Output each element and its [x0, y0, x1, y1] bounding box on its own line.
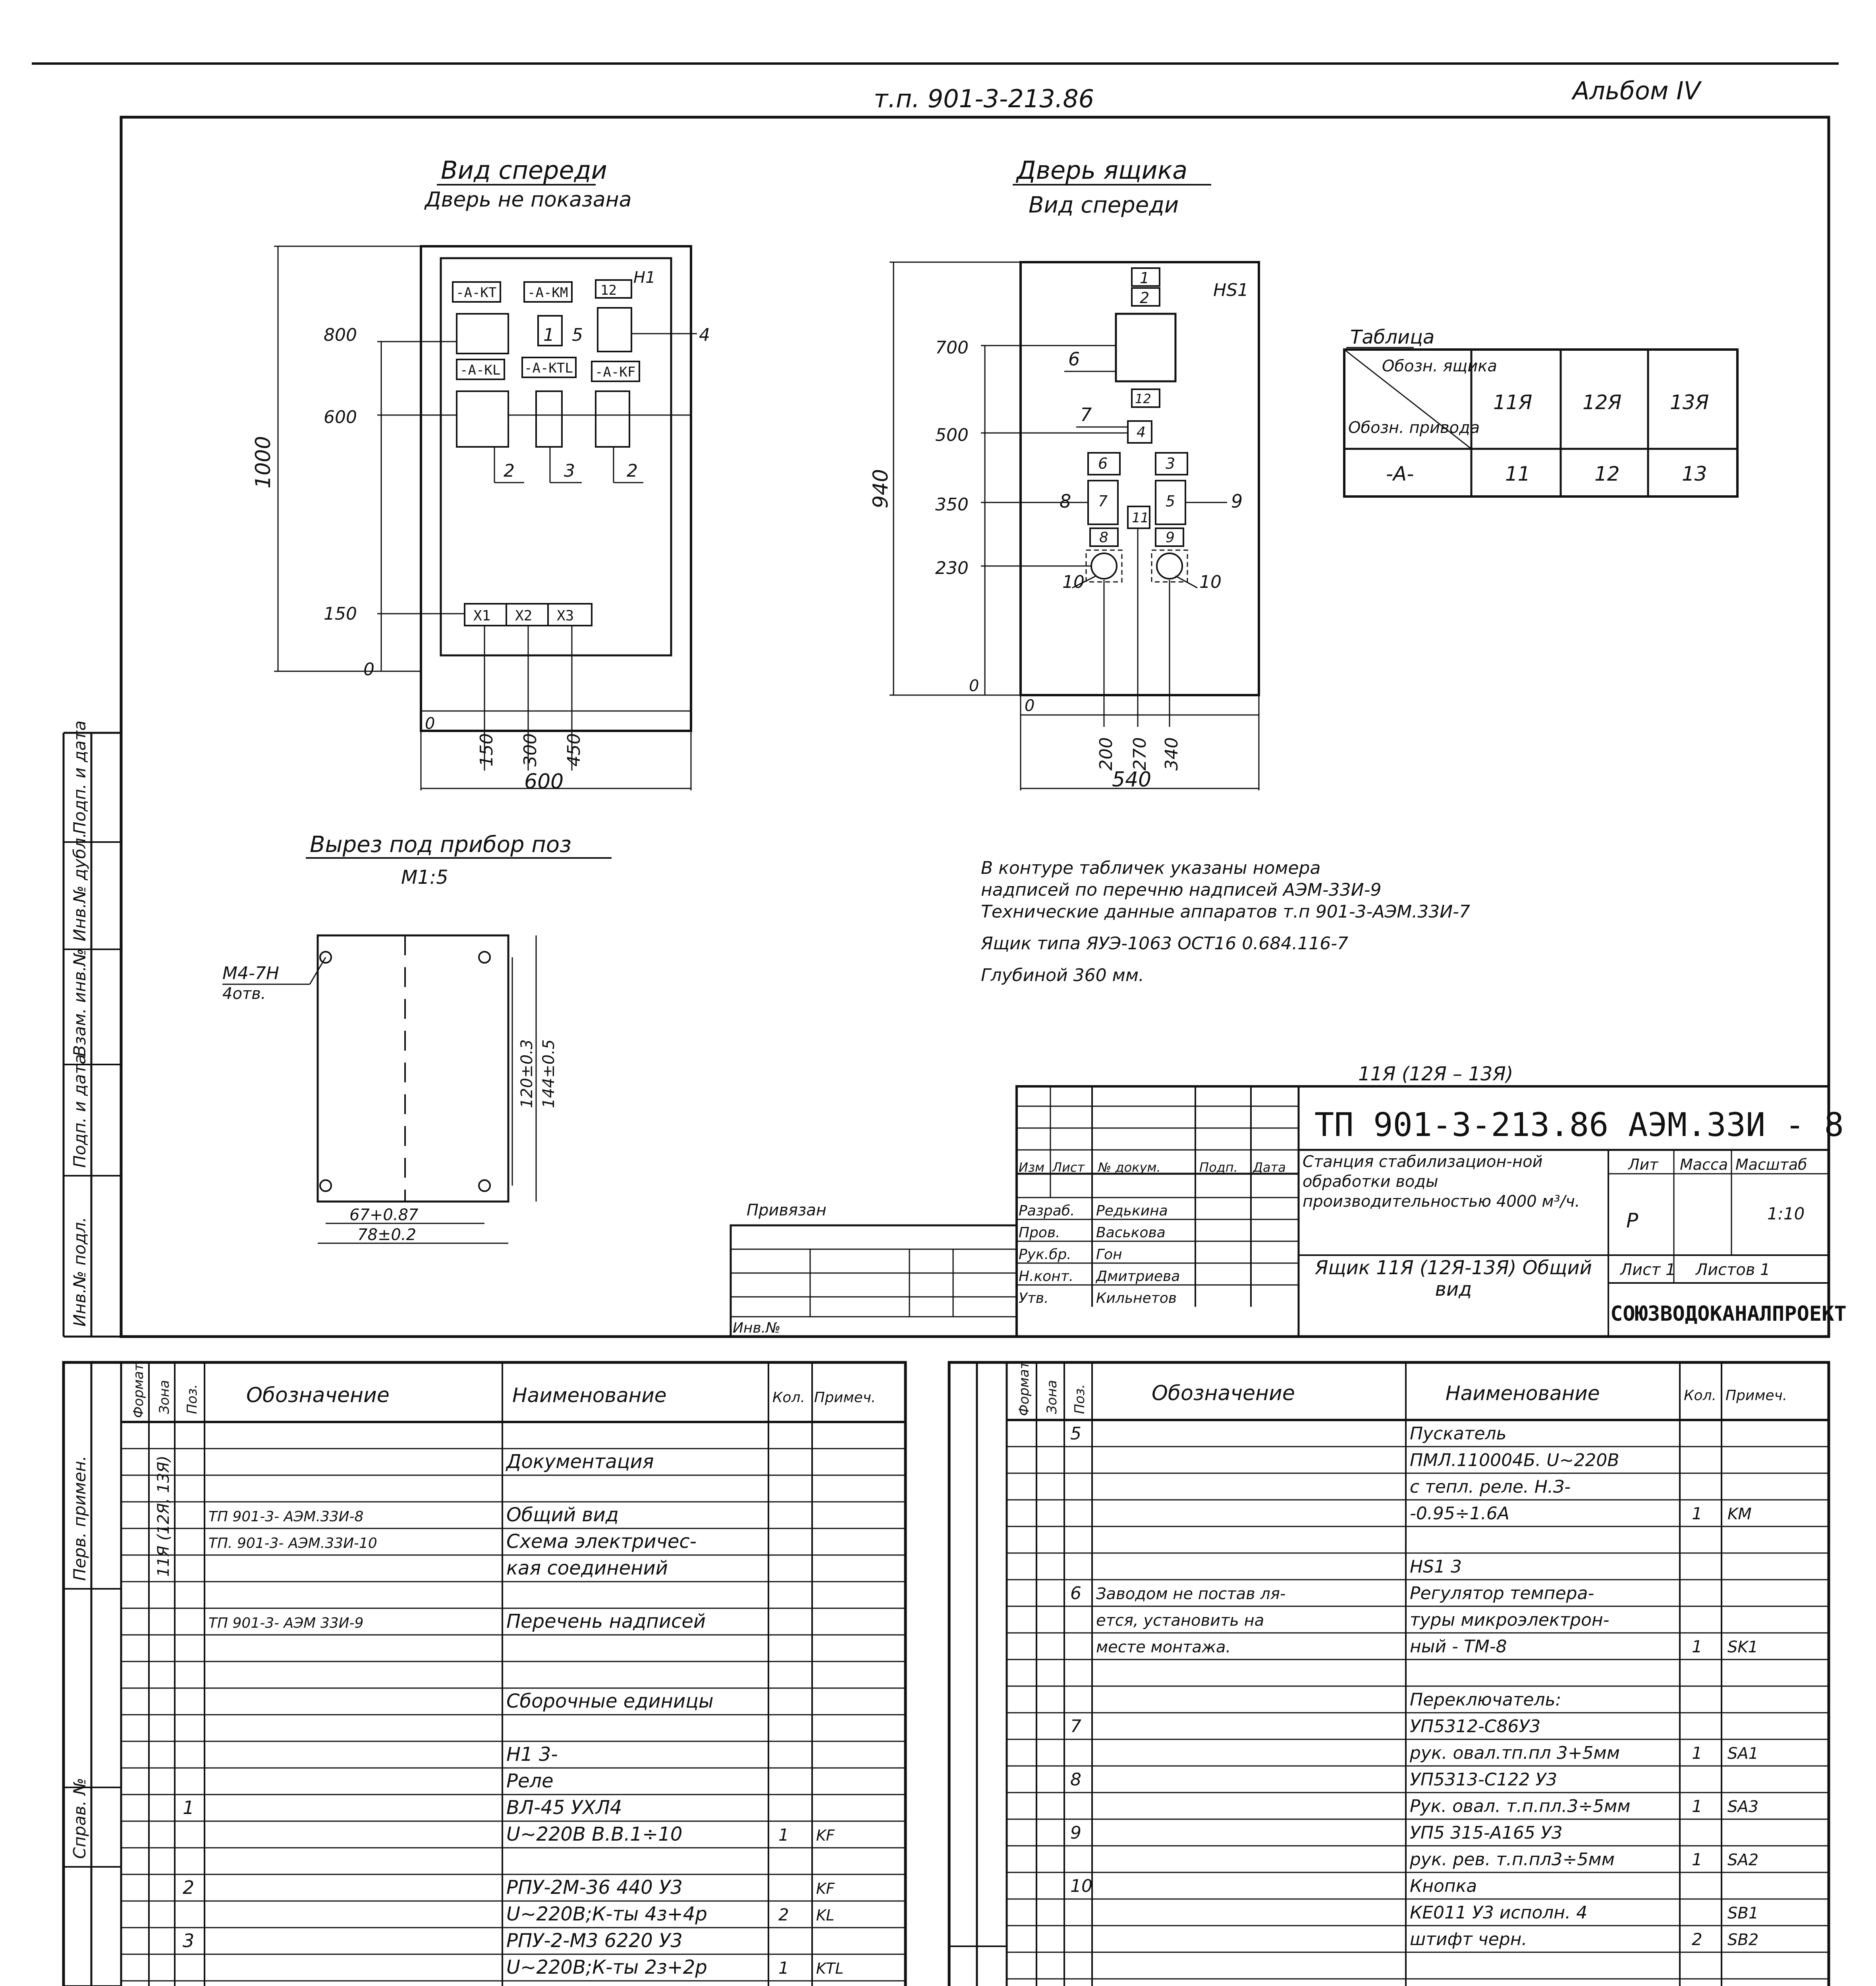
svg-text:Р: Р [1626, 1209, 1639, 1232]
svg-text:13: 13 [1682, 462, 1707, 485]
svg-text:Наименование: Наименование [512, 1384, 667, 1407]
svg-text:Обозначение: Обозначение [1152, 1381, 1295, 1405]
spec-cell: Схема электричес- [506, 1530, 697, 1553]
svg-text:150: 150 [477, 733, 497, 767]
svg-text:200: 200 [1096, 737, 1116, 771]
spec-cell: ется, установить на [1096, 1611, 1264, 1630]
spec-cell: SA2 [1727, 1851, 1759, 1869]
svg-text:Лист 1: Лист 1 [1620, 1261, 1676, 1279]
svg-text:-A-KM: -A-KM [527, 285, 568, 301]
spec-cell: KM [1727, 1505, 1752, 1523]
svg-text:13Я: 13Я [1670, 391, 1709, 414]
svg-text:Примеч.: Примеч. [1725, 1387, 1787, 1404]
svg-text:Таблица: Таблица [1350, 326, 1435, 348]
svg-text:В контуре табличек указаны ном: В контуре табличек указаны номера [981, 858, 1321, 878]
spec-cell: кая соединений [506, 1557, 668, 1579]
svg-text:2: 2 [1140, 289, 1150, 307]
svg-text:5: 5 [572, 325, 583, 345]
svg-text:144±0.5: 144±0.5 [540, 1039, 558, 1108]
svg-text:Гон: Гон [1096, 1246, 1122, 1263]
svg-text:4: 4 [699, 325, 710, 345]
svg-text:67+0.87: 67+0.87 [349, 1206, 419, 1224]
table-row [1410, 1450, 1619, 1470]
spec-cell: УП5312-С86У3 [1410, 1716, 1541, 1737]
spec-cell: U~220В;К-ты 4з+4р [506, 1903, 707, 1925]
svg-text:HS1: HS1 [1213, 280, 1249, 300]
svg-text:5: 5 [1166, 493, 1175, 510]
spec-cell: U~220В;К-ты 2з+2р [506, 1956, 707, 1978]
svg-text:10: 10 [1199, 572, 1222, 592]
table-row [506, 1770, 554, 1792]
svg-text:12Я: 12Я [1583, 391, 1622, 414]
svg-text:7: 7 [1080, 404, 1092, 425]
album-label: Альбом IV [1573, 76, 1700, 105]
svg-text:150: 150 [324, 604, 357, 624]
svg-text:Подп. и дата: Подп. и дата [70, 1054, 89, 1168]
svg-text:Ящик типа ЯУЭ-1063 ОСТ16 0.6: Ящик типа ЯУЭ-1063 ОСТ16 0.684.116-7 [981, 933, 1349, 954]
spec-cell: ТП 901-3- АЭМ 33И-9 [208, 1615, 364, 1631]
svg-text:0: 0 [425, 715, 435, 733]
title-block-top: 11Я (12Я – 13Я) ТП 901-3-213.86 АЭМ.33И - 8 Изм Лист № докум. Подп. Дата Разраб. Пров. Рук.бр. Н.конт. Утв. Редькина Васькова Гон Дмитриева Кильнетов Станция стабилизацион-ной обработки воды производительностью 4000 м³/ч. Лит Масса Масштаб Р 1:10 Лист 1 Листов 1 СОЮЗВОДОКАНАЛПРОЕКТ Ящик 11Я (12Я-13Я) Общий вид Привязан Инв.№ [731, 1063, 1847, 1337]
spec-cell: HS1 3 [1410, 1557, 1462, 1577]
spec-cell: Реле [506, 1770, 554, 1792]
svg-text:Обозн. ящика: Обозн. ящика [1382, 357, 1497, 375]
svg-text:Лист: Лист [1052, 1160, 1085, 1175]
svg-text:450: 450 [564, 733, 584, 767]
spec-cell: SB2 [1727, 1931, 1759, 1949]
svg-text:Инв.№ дубл.: Инв.№ дубл. [70, 832, 89, 941]
spec-cell: 5 [1070, 1424, 1081, 1444]
svg-text:Вид спереди: Вид спереди [1029, 192, 1179, 218]
spec-cell: Рук. овал. т.п.пл.3÷5мм [1410, 1796, 1631, 1816]
spec-cell: 2 [778, 1905, 789, 1924]
spec-cell: KL [816, 1907, 835, 1924]
svg-text:Примеч.: Примеч. [814, 1389, 876, 1406]
svg-text:Дверь ящика: Дверь ящика [1017, 156, 1188, 185]
spec-cell: 1 [778, 1825, 789, 1845]
svg-text:11: 11 [1132, 510, 1149, 526]
svg-text:10: 10 [1062, 572, 1085, 592]
spec-cell: 1 [1692, 1850, 1702, 1869]
svg-text:3: 3 [564, 461, 575, 481]
spec-cell: U~220В В.В.1÷10 [506, 1823, 683, 1845]
svg-text:надписей по перечню надписей А: надписей по перечню надписей АЭМ-33И-9 [981, 880, 1382, 900]
spec-cell: ТП. 901-3- АЭМ.33И-10 [208, 1535, 377, 1551]
svg-text:Лит: Лит [1628, 1156, 1658, 1173]
spec-cell: УП5 315-А165 У3 [1410, 1823, 1563, 1843]
spec-cell: SK1 [1727, 1638, 1758, 1656]
svg-text:X2: X2 [515, 608, 533, 624]
svg-text:Инв.№ подл.: Инв.№ подл. [70, 1217, 89, 1327]
svg-text:-A-: -A- [1386, 462, 1414, 485]
svg-text:0: 0 [1025, 697, 1035, 715]
svg-text:Дата: Дата [1253, 1160, 1286, 1175]
spec-cell: рук. овал.тп.пл 3+5мм [1410, 1743, 1620, 1763]
spec-cell: 1 [1692, 1504, 1702, 1523]
svg-text:X1: X1 [473, 608, 491, 624]
svg-text:8: 8 [1099, 529, 1108, 546]
svg-text:6: 6 [1098, 455, 1108, 472]
spec-cell: 6 [1070, 1583, 1081, 1603]
svg-text:8: 8 [1060, 491, 1071, 512]
svg-text:500: 500 [935, 425, 969, 445]
spec-cell: KF [816, 1827, 835, 1844]
spec-cell: 1 [1692, 1637, 1702, 1656]
spec-cell: месте монтажа. [1096, 1638, 1231, 1656]
svg-text:Привязан: Привязан [747, 1201, 827, 1219]
svg-text:4: 4 [1137, 424, 1146, 440]
spec-cell: рук. рев. т.п.пл3÷5мм [1410, 1849, 1615, 1870]
svg-text:Васькова: Васькова [1096, 1225, 1166, 1241]
svg-text:Дверь не показана: Дверь не показана [425, 188, 632, 212]
spec-cell: Регулятор темпера- [1410, 1583, 1594, 1603]
svg-text:1000: 1000 [251, 436, 275, 489]
spec-cell: 10 [1070, 1876, 1092, 1896]
svg-text:Формат: Формат [131, 1363, 147, 1418]
svg-text:2: 2 [627, 461, 638, 481]
svg-text:Разраб.: Разраб. [1019, 1203, 1075, 1219]
spec-cell: 3 [183, 1930, 195, 1951]
svg-text:Глубиной 360 мм.: Глубиной 360 мм. [981, 965, 1145, 985]
svg-text:230: 230 [935, 558, 969, 578]
svg-text:11: 11 [1505, 462, 1531, 485]
svg-text:Кол.: Кол. [1684, 1387, 1717, 1404]
svg-text:9: 9 [1166, 529, 1175, 546]
svg-text:Рук.бр.: Рук.бр. [1019, 1246, 1071, 1263]
svg-text:Обозн. привода: Обозн. привода [1348, 419, 1480, 437]
spec-cell: 8 [1070, 1770, 1081, 1790]
svg-text:М1:5: М1:5 [401, 866, 448, 889]
svg-text:700: 700 [935, 338, 969, 358]
spec-cell: ПМЛ.110004Б. U~220В [1410, 1450, 1619, 1470]
svg-text:78±0.2: 78±0.2 [357, 1226, 417, 1244]
spec-cell: УП5313-С122 У3 [1410, 1770, 1558, 1790]
spec-cell: Перечень надписей [506, 1610, 706, 1632]
svg-text:12: 12 [1135, 391, 1151, 406]
svg-text:Зона: Зона [156, 1380, 172, 1414]
spec-cell: Общий вид [506, 1504, 619, 1526]
svg-text:Формат: Формат [1016, 1361, 1032, 1416]
spec-cell: 2 [183, 1877, 195, 1898]
svg-text:Зона: Зона [1044, 1380, 1060, 1414]
spec-cell: -0.95÷1.6А [1410, 1503, 1509, 1524]
svg-text:Н.конт.: Н.конт. [1019, 1268, 1074, 1285]
svg-text:Листов 1: Листов 1 [1696, 1261, 1770, 1279]
svg-text:12: 12 [600, 282, 617, 298]
svg-text:0: 0 [969, 677, 979, 695]
svg-text:-A-KL: -A-KL [460, 362, 501, 378]
svg-text:-A-KTL: -A-KTL [524, 360, 573, 376]
svg-text:Изм: Изм [1019, 1160, 1045, 1175]
svg-text:340: 340 [1162, 737, 1182, 771]
svg-text:X3: X3 [557, 608, 574, 624]
spec-cell: 1 [1692, 1797, 1702, 1816]
svg-text:Утв.: Утв. [1019, 1290, 1049, 1306]
svg-text:M4-7H: M4-7H [222, 963, 279, 983]
spec-cell: РПУ-2М-36 440 У3 [506, 1876, 683, 1899]
table-row [506, 1557, 668, 1579]
svg-text:600: 600 [324, 407, 357, 427]
svg-text:ТП 901-3-213.86 АЭМ.33И - 8: ТП 901-3-213.86 АЭМ.33И - 8 [1314, 1106, 1844, 1144]
svg-text:120±0.3: 120±0.3 [518, 1039, 536, 1108]
spec-cell: Заводом не постав ля- [1096, 1585, 1286, 1603]
spec-cell: РПУ-2-М3 6220 У3 [506, 1930, 683, 1952]
spec-cell: 9 [1070, 1823, 1081, 1843]
table-row [506, 1903, 834, 1925]
svg-text:350: 350 [935, 495, 969, 515]
svg-text:0: 0 [363, 659, 374, 680]
spec-cell: 1 [183, 1797, 195, 1818]
svg-text:Пров.: Пров. [1019, 1225, 1060, 1241]
svg-text:-A-KT: -A-KT [456, 285, 497, 301]
table-row [506, 1743, 558, 1766]
table-row [1410, 1557, 1462, 1577]
spec-cell: SA1 [1727, 1745, 1759, 1763]
spec-cell: КЕ011 У3 исполн. 4 [1410, 1903, 1588, 1923]
svg-text:600: 600 [524, 770, 564, 794]
spec-cell: KTL [816, 1960, 844, 1977]
svg-text:Справ. №: Справ. № [70, 1777, 89, 1859]
svg-text:-A-KF: -A-KF [595, 364, 636, 380]
svg-text:Вид спереди: Вид спереди [441, 156, 607, 185]
svg-text:6: 6 [1068, 348, 1080, 370]
svg-text:1:10: 1:10 [1767, 1204, 1805, 1223]
svg-text:4отв.: 4отв. [222, 985, 266, 1003]
svg-text:540: 540 [1112, 768, 1152, 792]
spec-cell: Документация [506, 1451, 654, 1473]
svg-text:Масштаб: Масштаб [1735, 1156, 1807, 1173]
svg-text:Вырез под прибор поз: Вырез под прибор поз [310, 832, 571, 858]
spec-cell: 2 [1692, 1930, 1702, 1949]
svg-text:Инв.№: Инв.№ [733, 1320, 781, 1336]
svg-text:800: 800 [324, 325, 357, 345]
spec-cell: Пускатель [1410, 1424, 1507, 1444]
svg-text:12: 12 [1594, 462, 1620, 485]
svg-text:СОЮЗВОДОКАНАЛПРОЕКТ: СОЮЗВОДОКАНАЛПРОЕКТ [1610, 1302, 1847, 1326]
svg-text:300: 300 [520, 733, 540, 767]
table-row [506, 1451, 654, 1473]
svg-text:2: 2 [504, 461, 515, 481]
svg-text:11Я: 11Я [1493, 391, 1532, 414]
svg-text:Обозначение: Обозначение [246, 1383, 390, 1407]
svg-text:11Я (12Я, 13Я): 11Я (12Я, 13Я) [154, 1455, 173, 1577]
spec-cell: 1 [778, 1958, 789, 1978]
svg-text:Кол.: Кол. [772, 1389, 805, 1406]
spec-cell: штифт черн. [1410, 1929, 1527, 1949]
table-row [506, 1823, 835, 1845]
svg-text:7: 7 [1098, 493, 1108, 510]
svg-text:Подп. и дата: Подп. и дата [70, 720, 89, 834]
spec-cell: 1 [1692, 1743, 1702, 1763]
spec-cell: ВЛ-45 УХЛ4 [506, 1797, 622, 1819]
svg-text:Кильнетов: Кильнетов [1096, 1290, 1177, 1306]
doc-number: т.п. 901-3-213.86 [874, 84, 1094, 113]
svg-text:H1: H1 [633, 269, 656, 287]
svg-text:1: 1 [1140, 269, 1150, 287]
svg-text:Подп.: Подп. [1199, 1160, 1238, 1175]
svg-text:Технические данные аппаратов т: Технические данные аппаратов т.п 901-3-АЭМ.33И-7 [981, 902, 1471, 922]
spec-cell: Кнопка [1410, 1876, 1477, 1896]
svg-text:1: 1 [543, 325, 554, 345]
spec-cell: KF [816, 1880, 835, 1897]
spec-cell: 7 [1070, 1716, 1081, 1737]
table-row [506, 1690, 714, 1712]
spec-cell: Сборочные единицы [506, 1690, 714, 1712]
spec-cell: SB1 [1727, 1904, 1759, 1922]
spec-cell: ТП 901-3- АЭМ.33И-8 [208, 1509, 364, 1525]
svg-text:270: 270 [1130, 737, 1150, 771]
table-row [1410, 1690, 1561, 1710]
table-row [1410, 1477, 1571, 1497]
spec-cell: Переключатель: [1410, 1690, 1561, 1710]
spec-cell: ный - ТМ-8 [1410, 1636, 1507, 1657]
svg-text:940: 940 [869, 469, 893, 508]
spec-cell: SA3 [1727, 1798, 1759, 1816]
svg-text:№ докум.: № докум. [1098, 1160, 1161, 1175]
svg-text:11Я (12Я – 13Я): 11Я (12Я – 13Я) [1358, 1063, 1513, 1085]
svg-text:3: 3 [1166, 455, 1175, 472]
spec-cell: туры микроэлектрон- [1410, 1610, 1610, 1630]
svg-text:9: 9 [1231, 491, 1243, 512]
spec-cell: с тепл. реле. Н.З- [1410, 1477, 1571, 1497]
svg-text:Редькина: Редькина [1096, 1203, 1168, 1219]
svg-text:Перв. примен.: Перв. примен. [70, 1455, 89, 1581]
svg-text:Дмитриева: Дмитриева [1096, 1268, 1180, 1285]
svg-text:Поз.: Поз. [184, 1384, 200, 1414]
svg-text:Наименование: Наименование [1446, 1382, 1600, 1405]
svg-text:Взам. инв.№: Взам. инв.№ [70, 949, 89, 1057]
svg-text:Поз.: Поз. [1072, 1384, 1088, 1414]
spec-cell: H1 3- [506, 1743, 558, 1766]
svg-text:Масса: Масса [1680, 1156, 1728, 1173]
